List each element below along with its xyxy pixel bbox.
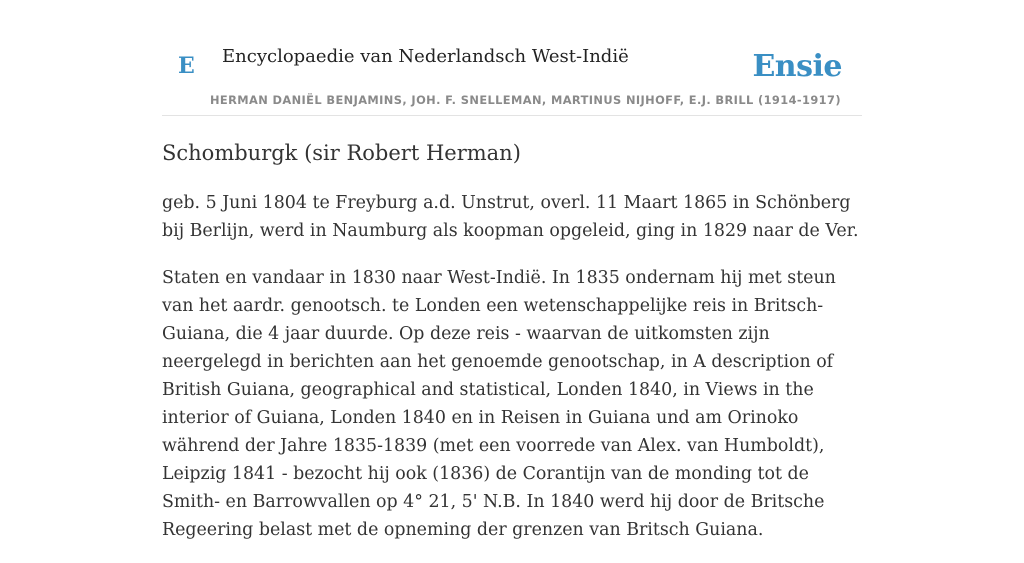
encyclopedia-logo[interactable]: E — [178, 53, 195, 79]
ensie-logo[interactable]: Ensie — [752, 49, 842, 84]
encyclopedia-authors: HERMAN DANIËL BENJAMINS, JOH. F. SNELLEMAN, MARTINUS NIJHOFF, E.J. BRILL (1914-1917) — [210, 93, 841, 107]
article-title: Schomburgk (sir Robert Herman) — [162, 141, 521, 165]
site-header — [162, 0, 862, 116]
article-paragraph: Staten en vandaar in 1830 naar West-Indië. In 1835 ondernam hij met steun van het aardr. genootsch. te Londen een wetenschappelijke reis in Britsch-Guiana, die 4 jaar duurde. Op deze reis - waarvan de uitkomsten zijn neergelegd in berichten aan het genoemde genootschap, in A description of British Guiana, geographical and statistical, Londen 1840, in Views in the interior of Guiana, Londen 1840 en in Reisen in Guiana und am Orinoko während der Jahre 1835-1839 (met een voorrede van Alex. van Humboldt), Leipzig 1841 - bezocht hij ook (1836) de Corantijn van de monding tot de Smith- en Barrowvallen op 4° 21, 5' N.B. In 1840 werd hij door de Britsche Regeering belast met de opneming der grenzen van Britsch Guiana. — [162, 268, 836, 541]
encyclopedia-title[interactable]: Encyclopaedie van Nederlandsch West-Indië — [222, 46, 629, 67]
article-paragraph: geb. 5 Juni 1804 te Freyburg a.d. Unstrut, overl. 11 Maart 1865 in Schönberg bij Berlijn, werd in Naumburg als koopman opgeleid, ging in 1829 naar de Ver. — [162, 193, 859, 242]
article — [162, 140, 862, 563]
